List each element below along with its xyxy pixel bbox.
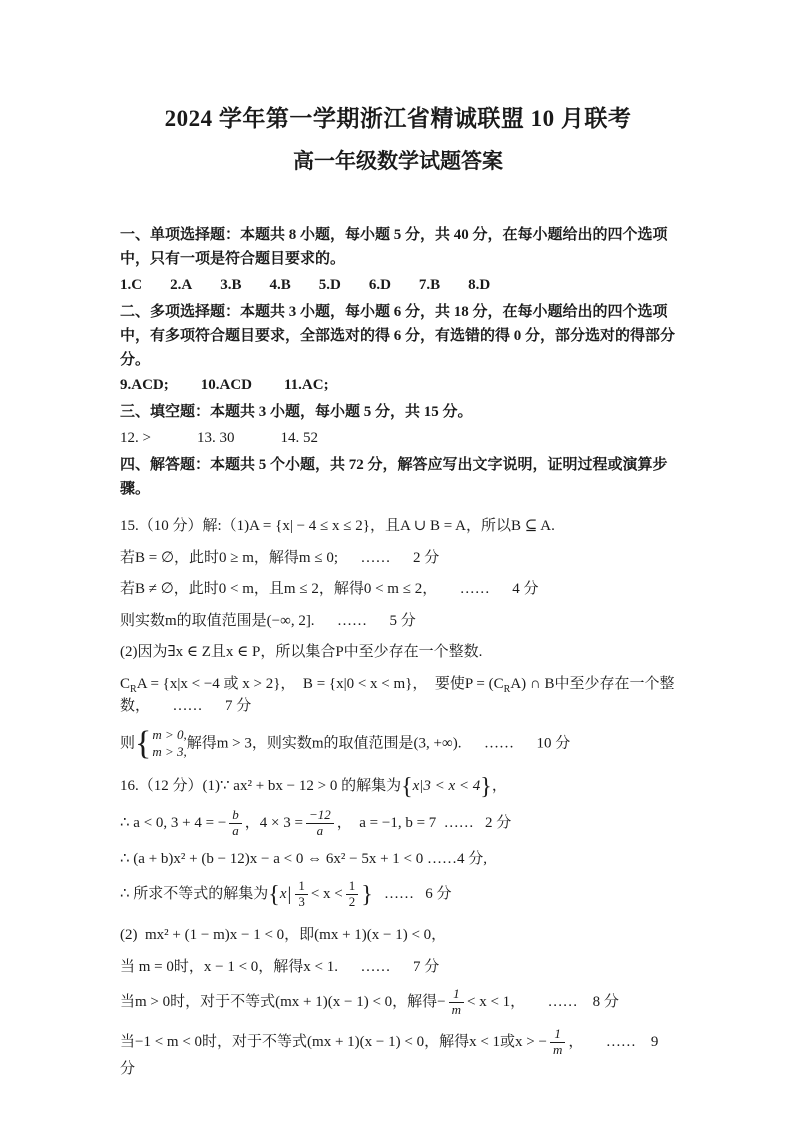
section2-heading: 二、多项选择题：本题共 3 小题，每小题 6 分，共 18 分，在每小题给出的四个选项中，有多项符合题目要求，全部选对的得 6 分，有选错的得 0 分，部分选对的得部分分。 <box>120 303 676 369</box>
q15-line4: 则实数m的取值范围是(−∞, 2]. …… 5 分 <box>120 612 416 629</box>
answer-item: 14. 52 <box>280 429 318 446</box>
cases-stack <box>152 727 186 761</box>
case-row: m > 3, <box>152 743 187 759</box>
math-text: ， a = −1, b = 7 …… 2 分 <box>336 814 512 831</box>
answer-item: 6.D <box>368 276 391 293</box>
case-row: m > 0, <box>152 726 187 742</box>
subscript-R: R <box>130 683 137 695</box>
math-text: 当m > 0时，对于不等式(mx + 1)(x − 1) < 0，解得− <box>120 994 446 1010</box>
subscript-R: R <box>503 683 511 695</box>
answer-item: 8.D <box>468 276 491 293</box>
q15-line5: (2)因为∃x ∈ Z且x ∈ P，所以集合P中至少存在一个整数. <box>120 644 483 661</box>
numerator: 1 <box>550 1027 565 1043</box>
cases-group <box>135 724 187 762</box>
set-variable: x <box>279 886 287 903</box>
answer-item: 12. > <box>120 429 151 446</box>
math-text: 解得m > 3，则实数m的取值范围是(3, +∞). …… 10 分 <box>186 735 571 752</box>
answer-item: 9.ACD; <box>120 377 169 394</box>
numerator: 1 <box>346 879 359 895</box>
answer-item: 7.B <box>418 276 441 293</box>
fraction-one-over-m <box>550 1027 565 1058</box>
q16-line4 <box>120 879 676 910</box>
complement-symbol: C <box>120 675 131 692</box>
answer-item: 10.ACD <box>200 377 252 394</box>
math-text: …… 6 分 <box>372 886 452 903</box>
q15-line6 <box>120 673 676 718</box>
q16-line5: (2) mx² + (1 − m)x − 1 < 0，即(mx + 1)(x − 1) < 0， <box>120 927 447 944</box>
denominator: 2 <box>348 894 356 910</box>
vertical-bar: | <box>287 884 292 906</box>
math-text: ，4 × 3 = <box>244 814 303 831</box>
math-text: ， …… 9 分 <box>120 1033 663 1077</box>
q16-line8 <box>120 1027 676 1080</box>
doc-subtitle: 高一年级数学试题答案 <box>293 149 503 173</box>
math-text: 当−1 < m < 0时，对于不等式(mx + 1)(x − 1) < 0，解得x < 1或x > − <box>120 1033 547 1050</box>
doc-title: 2024 学年第一学期浙江省精诚联盟 10 月联考 <box>164 106 632 131</box>
q15-line2: 若B = ∅，此时0 ≥ m，解得m ≤ 0; …… 2 分 <box>120 549 440 566</box>
math-text: A = {x|x < −4 或 x > 2}， B = {x|0 < x < m}， 要使P = (C <box>136 675 504 692</box>
right-brace: } <box>480 773 492 800</box>
fraction-neg12-over-a <box>306 808 334 839</box>
q15-line1: 15.（10 分）解:（1)A = {x| − 4 ≤ x ≤ 2}，且A ∪ B = A，所以B ⊆ A. <box>120 518 555 535</box>
q15-line7 <box>120 724 676 762</box>
denominator: 3 <box>298 894 305 910</box>
numerator: 1 <box>295 879 308 895</box>
section1-heading: 一、单项选择题：本题共 8 小题，每小题 5 分，共 40 分，在每小题给出的四个选项中，只有一项是符合题目要求的。 <box>120 227 668 268</box>
denominator: a <box>232 822 239 838</box>
answer-item: 1.C <box>120 276 143 293</box>
answer-item: 5.D <box>318 276 341 293</box>
fraction-one-over-m <box>449 987 464 1018</box>
math-text: 则 <box>120 735 136 752</box>
section3-heading: 三、填空题：本题共 3 小题，每小题 5 分，共 15 分。 <box>120 404 473 421</box>
answer-item: 11.AC; <box>284 377 329 394</box>
section3-answers <box>120 426 676 450</box>
q15-line3: 若B ≠ ∅，此时0 < m，且m ≤ 2，解得0 < m ≤ 2， …… 4 分 <box>120 581 539 598</box>
q16-line6: 当 m = 0时，x − 1 < 0，解得x < 1. …… 7 分 <box>120 958 440 975</box>
q16-line7 <box>120 987 676 1018</box>
left-brace: { <box>401 773 413 800</box>
q16-line3: ∴ (a + b)x² + (b − 12)x − a < 0 ⇔ 6x² − 5x + 1 < 0 ……4 分, <box>120 850 488 867</box>
left-brace: { <box>268 882 280 909</box>
math-text: < x < 1， …… 8 分 <box>467 994 619 1010</box>
denominator: m <box>552 1041 563 1057</box>
left-brace: { <box>135 724 152 762</box>
math-text: < x < <box>310 886 343 903</box>
answer-item: 3.B <box>220 276 242 293</box>
numerator: 1 <box>449 987 464 1003</box>
numerator: −12 <box>306 808 334 824</box>
answer-item: 2.A <box>170 276 193 293</box>
math-text: A) ∩ B中至少存在一个整数， …… 7 分 <box>120 675 675 715</box>
math-text: 16.（12 分）(1)∵ ax² + bx − 12 > 0 的解集为 <box>120 777 402 794</box>
denominator: a <box>316 822 324 838</box>
math-text: ∴ a < 0, 3 + 4 = − <box>120 814 227 831</box>
fraction-one-half <box>346 879 359 910</box>
section2-answers <box>120 373 676 397</box>
answer-item: 4.B <box>269 276 291 293</box>
numerator: b <box>229 808 242 824</box>
right-brace: } <box>361 882 373 909</box>
math-text: ， <box>491 777 507 794</box>
section1-answers <box>120 273 676 297</box>
section4-heading: 四、解答题：本题共 5 个小题，共 72 分，解答应写出文字说明，证明过程或演算步骤。 <box>120 456 668 498</box>
answer-item: 13. 30 <box>196 429 235 446</box>
denominator: m <box>451 1002 462 1018</box>
math-text: ∴ 所求不等式的解集为 <box>120 886 269 903</box>
fraction-one-third <box>295 879 308 910</box>
set-content: x|3 < x < 4 <box>412 777 481 794</box>
q16-line2 <box>120 808 676 839</box>
fraction-b-over-a <box>229 808 242 839</box>
q16-line1 <box>120 775 676 799</box>
